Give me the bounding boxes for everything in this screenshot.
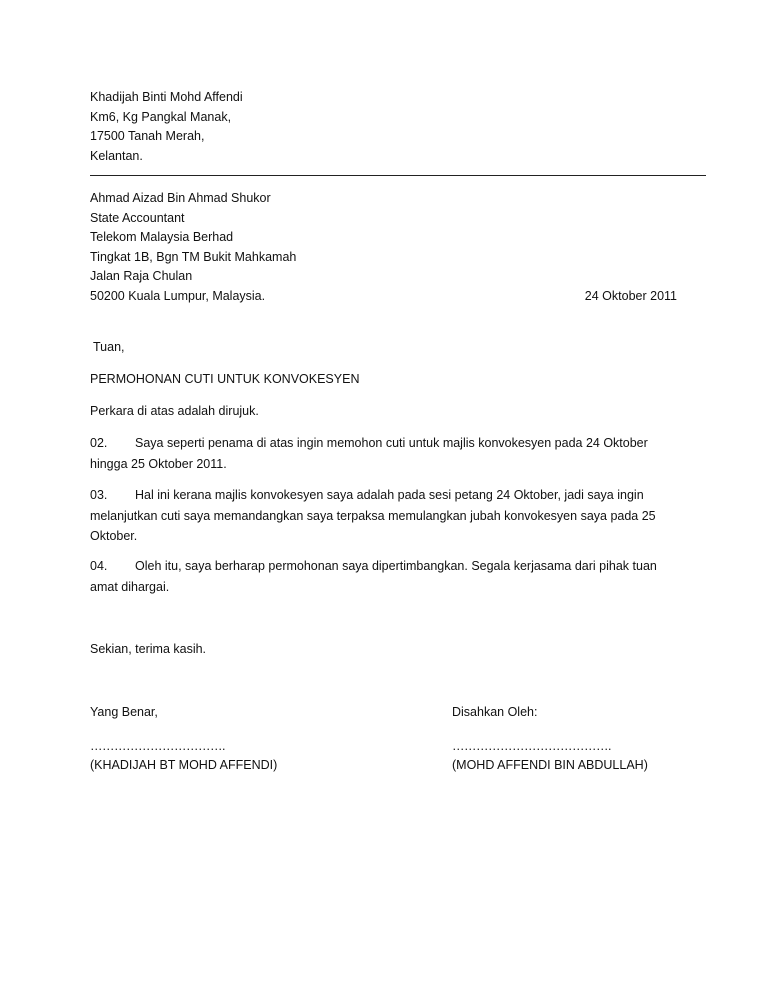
sender-address-line: Kelantan. [90, 148, 143, 163]
paragraph-03 [90, 485, 680, 547]
salutation: Tuan, [93, 340, 125, 354]
sender-address-line: Km6, Kg Pangkal Manak, [90, 109, 232, 124]
signature-name: (KHADIJAH BT MOHD AFFENDI) [90, 758, 278, 772]
recipient-address-line: Tingkat 1B, Bgn TM Bukit Mahkamah [90, 249, 297, 264]
recipient-address-line: 50200 Kuala Lumpur, Malaysia. [90, 288, 266, 303]
paragraph-text: Hal ini kerana majlis konvokesyen saya adalah pada sesi petang 24 Oktober, jadi saya ingin melanjutkan cuti saya memandangkan saya terpaksa memulangkan jubah konvokesyen saya pada 25 Oktober. [90, 488, 656, 543]
paragraph-number: 03. [90, 488, 108, 502]
paragraph-02 [90, 433, 680, 474]
recipient-address-line: Jalan Raja Chulan [90, 269, 193, 283]
letter-date: 24 Oktober 2011 [584, 289, 677, 303]
header-divider [90, 175, 706, 176]
signature-name: (MOHD AFFENDI BIN ABDULLAH) [452, 758, 648, 772]
subject-line: PERMOHONAN CUTI UNTUK KONVOKESYEN [90, 372, 360, 386]
sender-address [90, 88, 243, 166]
paragraph-number: 02. [90, 436, 108, 450]
closing-line: Sekian, terima kasih. [90, 642, 207, 656]
signature-sender [90, 703, 277, 776]
paragraph-text: Oleh itu, saya berharap permohonan saya dipertimbangkan. Segala kerjasama dari pihak tuan amat dihargai. [90, 559, 657, 594]
signature-verifier [452, 703, 648, 776]
paragraph-04 [90, 556, 680, 597]
paragraph-text: Saya seperti penama di atas ingin memohon cuti untuk majlis konvokesyen pada 24 Oktober hingga 25 Oktober 2011. [90, 436, 648, 471]
sender-address-line: 17500 Tanah Merah, [90, 129, 205, 143]
signature-label: Yang Benar, [90, 705, 158, 719]
recipient-company: Telekom Malaysia Berhad [90, 230, 234, 244]
paragraph-number: 04. [90, 559, 108, 573]
signature-dotted-line: ……………………………. [90, 738, 225, 753]
recipient-name: Ahmad Aizad Bin Ahmad Shukor [90, 191, 271, 205]
reference-line: Perkara di atas adalah dirujuk. [90, 404, 259, 418]
signature-dotted-line: …………………………………. [452, 738, 611, 753]
recipient-address [90, 189, 296, 306]
sender-name: Khadijah Binti Mohd Affendi [90, 90, 243, 104]
recipient-title: State Accountant [90, 210, 185, 225]
signature-label: Disahkan Oleh: [452, 705, 538, 719]
